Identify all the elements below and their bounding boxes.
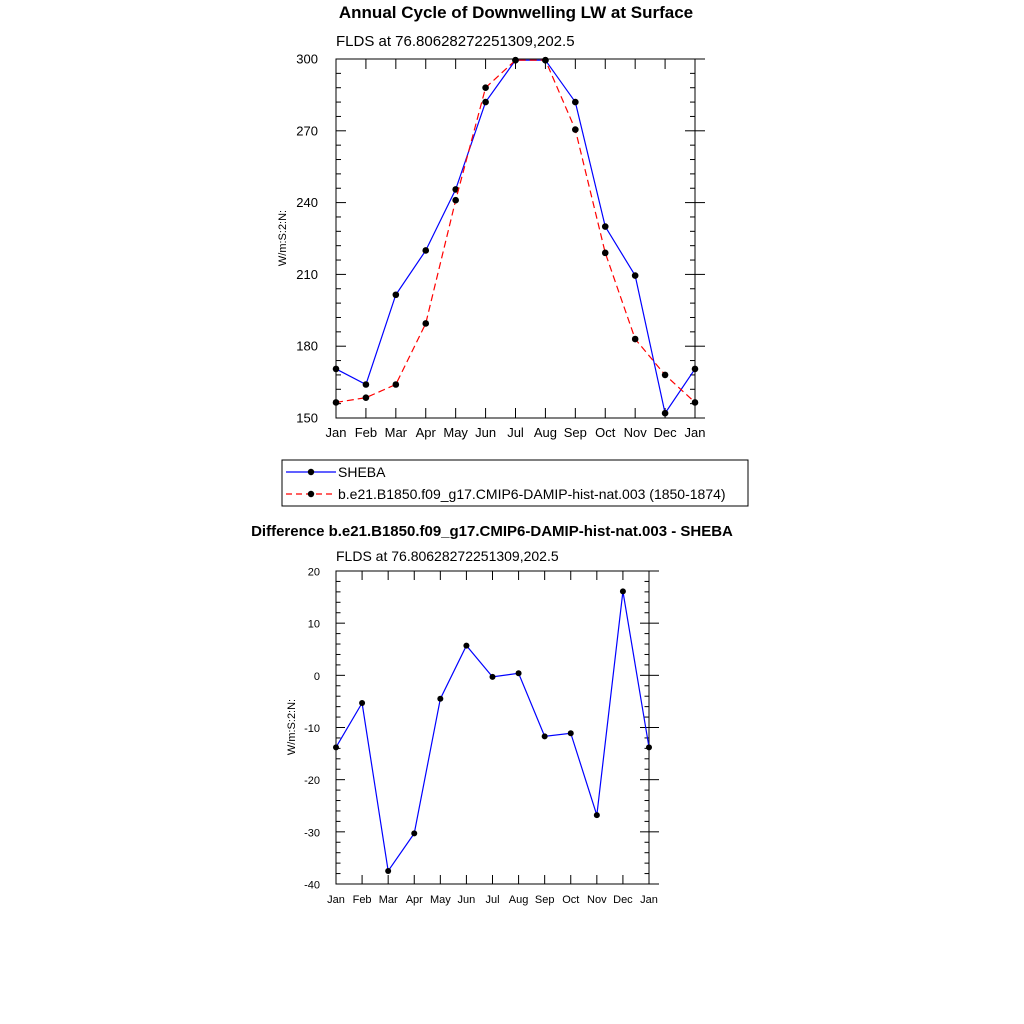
chart1-xtick-label: Feb xyxy=(354,425,378,440)
chart1-xtick-label: Dec xyxy=(653,425,677,440)
chart1-series-1-line xyxy=(336,60,695,402)
chart1-xtick-label: Mar xyxy=(384,425,408,440)
chart1-series-0-point xyxy=(632,272,639,279)
chart2-xtick-label: Oct xyxy=(562,894,580,906)
chart2-plot xyxy=(304,567,659,907)
chart1-series-0-point xyxy=(602,223,609,230)
chart2-series-0-point xyxy=(620,588,626,594)
chart2-ytick-label: -40 xyxy=(304,879,320,892)
chart1-xtick-label: May xyxy=(443,425,468,440)
chart2-series-0-point xyxy=(411,830,417,836)
chart1-xtick-label: Sep xyxy=(563,425,587,440)
chart1-series-1-point xyxy=(602,250,609,257)
chart1-series-0-point xyxy=(662,410,669,417)
chart2-xtick-label: Jul xyxy=(485,894,500,906)
chart1-series-1-point xyxy=(393,381,400,388)
chart1-xtick-label: Nov xyxy=(623,425,647,440)
chart1-series-0-point xyxy=(482,99,489,106)
chart2-xtick-label: Sep xyxy=(534,894,555,906)
chart1-series-0-point xyxy=(393,291,400,298)
chart2-title: Difference b.e21.B1850.f09_g17.CMIP6-DAMIP-hist-nat.003 - SHEBA xyxy=(251,523,733,540)
chart1-plot xyxy=(296,52,705,441)
chart1-series-1-point xyxy=(632,336,639,343)
chart2-series-0-point xyxy=(463,643,469,649)
chart2-ytick-label: -10 xyxy=(304,723,320,735)
chart1-series-1-point xyxy=(512,57,519,64)
chart1-series-1-point xyxy=(422,320,429,327)
chart1-series-0-line xyxy=(336,60,695,413)
chart1-xtick-label: Jan xyxy=(325,425,347,440)
chart1-ytick-label: 180 xyxy=(296,338,318,354)
chart1-series-1-point xyxy=(662,372,669,379)
chart1-xtick-label: Jun xyxy=(475,425,497,440)
chart2-series-0-point xyxy=(359,700,365,706)
chart1-series-1-point xyxy=(542,57,549,64)
chart1-series-1-point xyxy=(482,84,489,91)
chart2-series-0-point xyxy=(568,730,574,736)
chart1-ytick-label: 240 xyxy=(296,195,318,211)
chart2-xtick-label: Jun xyxy=(457,894,476,906)
chart2-series-0-point xyxy=(516,670,522,676)
chart2-series-0-point xyxy=(594,812,600,818)
chart2-xtick-label: Jan xyxy=(640,894,658,906)
chart1-ytick-label: 300 xyxy=(296,51,318,67)
chart2-ytick-label: 10 xyxy=(307,618,320,631)
chart2-series-0-point xyxy=(542,733,548,739)
chart1-series-1-point xyxy=(333,399,340,406)
chart1-ylabel: W/m:S:2:N: xyxy=(277,209,289,267)
chart2-xtick-label: May xyxy=(429,894,451,906)
chart1-series-1-point xyxy=(692,399,699,406)
chart1-xtick-label: Apr xyxy=(415,425,436,440)
chart1-ytick-label: 270 xyxy=(296,123,318,139)
chart2-ytick-label: -30 xyxy=(304,827,320,840)
legend-sheba-label: SHEBA xyxy=(338,464,386,480)
chart1-series-0-point xyxy=(692,366,699,373)
chart2-xtick-label: Dec xyxy=(613,894,633,906)
chart1-series-0-point xyxy=(333,366,340,373)
chart2-series-0-point xyxy=(437,696,443,702)
chart2-xtick-label: Mar xyxy=(378,894,398,906)
chart1-series-1-point xyxy=(572,126,579,133)
chart2-series-0-point xyxy=(646,744,652,750)
chart1-series-1-point xyxy=(363,394,370,401)
chart1-xtick-label: Jan xyxy=(684,425,706,440)
chart2-ytick-label: -20 xyxy=(304,775,320,788)
chart1-series-0-point xyxy=(363,381,370,388)
chart1-series-0-point xyxy=(572,99,579,106)
chart2-xtick-label: Nov xyxy=(587,894,607,906)
chart1-xtick-label: Aug xyxy=(533,425,557,440)
chart1-series-1-point xyxy=(452,197,459,204)
chart1-series-0-point xyxy=(422,247,429,254)
chart2-ylabel: W/m:S:2:N: xyxy=(286,698,298,756)
chart1-ytick-label: 210 xyxy=(296,266,318,282)
chart2-subtitle: FLDS at 76.80628272251309,202.5 xyxy=(336,548,559,564)
chart1-frame xyxy=(336,59,695,418)
chart2-series-0-point xyxy=(385,868,391,874)
legend-model-label: b.e21.B1850.f09_g17.CMIP6-DAMIP-hist-nat.003 (1850-1874) xyxy=(338,486,726,502)
chart2-xtick-label: Aug xyxy=(508,894,529,906)
chart2-xtick-label: Apr xyxy=(405,894,423,906)
chart2-ytick-label: 0 xyxy=(313,670,320,683)
chart2-series-0-point xyxy=(333,744,339,750)
chart2-xtick-label: Jan xyxy=(327,894,345,906)
chart2-xtick-label: Feb xyxy=(352,894,372,906)
chart1-ytick-label: 150 xyxy=(296,410,318,426)
chart1-xtick-label: Jul xyxy=(507,425,524,440)
chart1-subtitle: FLDS at 76.80628272251309,202.5 xyxy=(336,33,575,50)
chart2-series-0-line xyxy=(336,591,649,871)
chart1-xtick-label: Oct xyxy=(595,425,616,440)
chart2-series-0-point xyxy=(490,674,496,680)
legend-model-marker xyxy=(308,491,314,497)
legend-sheba-marker xyxy=(308,469,314,475)
chart2-ytick-label: 20 xyxy=(307,566,320,579)
chart1-title: Annual Cycle of Downwelling LW at Surface xyxy=(338,3,694,22)
